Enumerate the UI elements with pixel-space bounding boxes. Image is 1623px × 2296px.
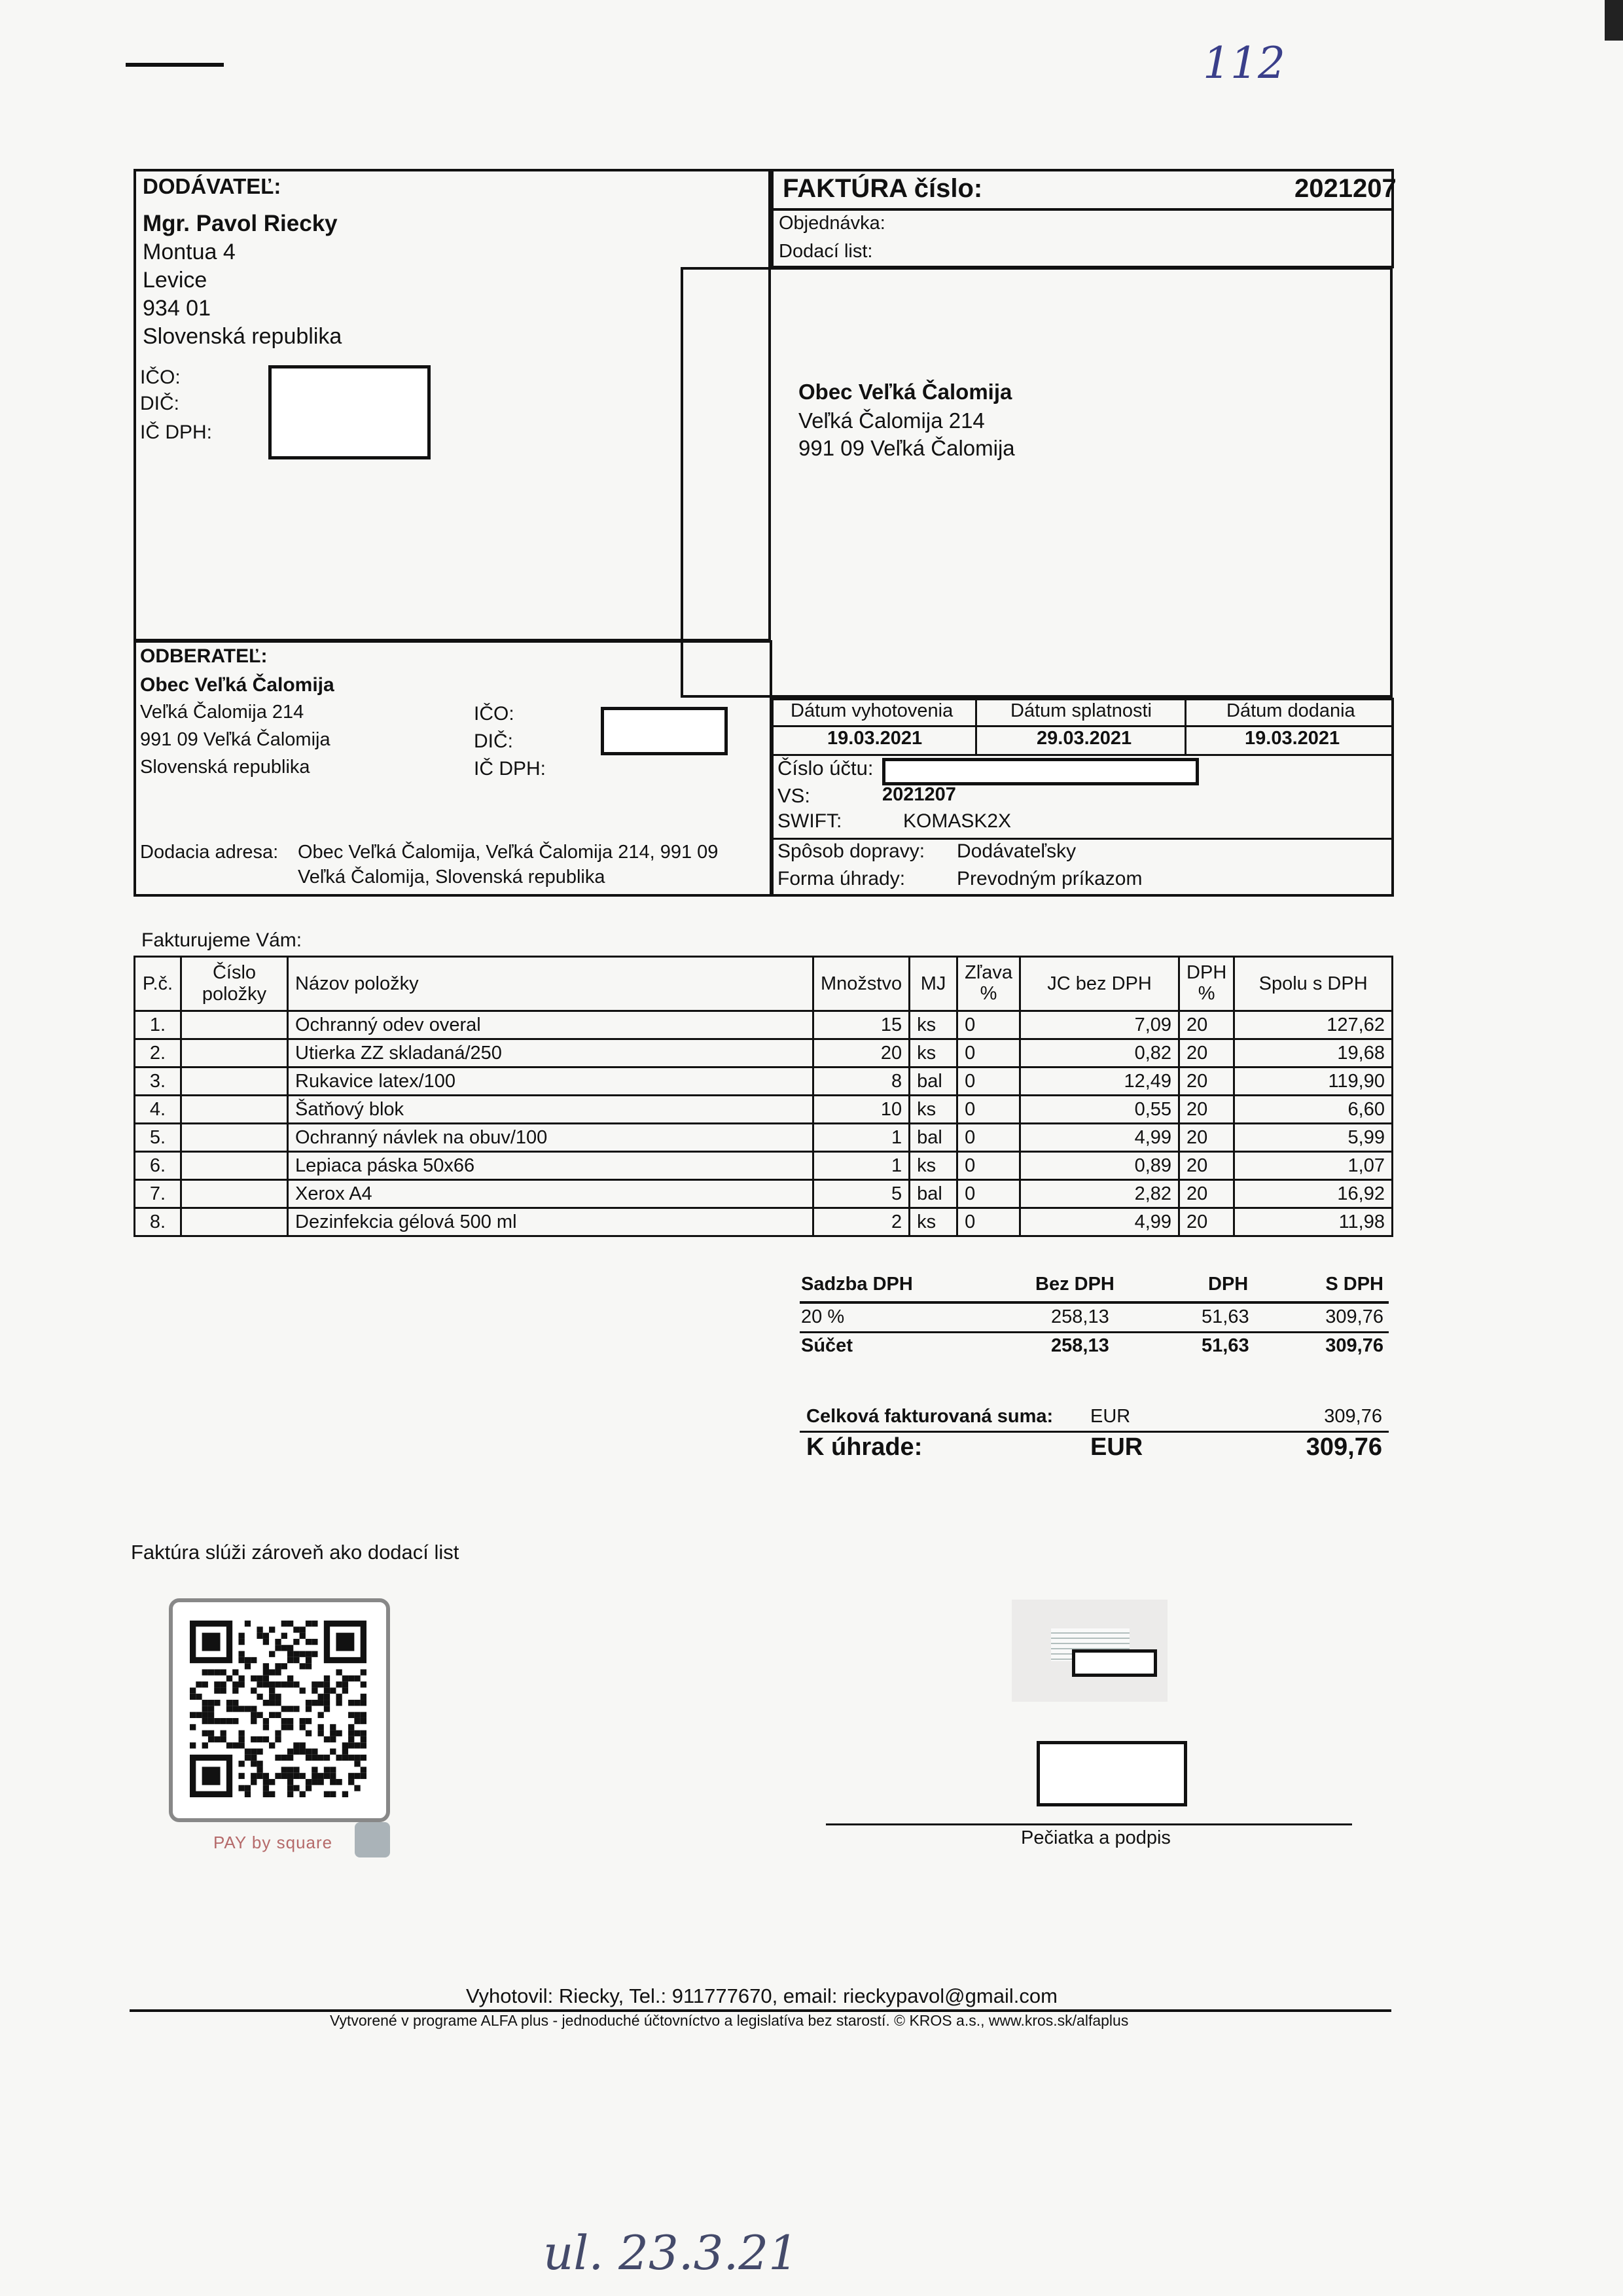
payment-divider [771, 838, 1394, 840]
table-row [135, 1152, 1393, 1180]
vat-sum-total: 309,76 [1325, 1335, 1383, 1356]
item-price: 7,09 [1020, 1011, 1179, 1039]
item-qty: 2 [813, 1208, 910, 1236]
item-unit: ks [910, 1208, 957, 1236]
order-label: Objednávka: [779, 213, 885, 234]
item-discount: 0 [957, 1067, 1020, 1096]
dates-col-divider-2 [1185, 698, 1186, 755]
item-price: 4,99 [1020, 1208, 1179, 1236]
item-price: 0,89 [1020, 1152, 1179, 1180]
signature-redaction [1037, 1741, 1187, 1806]
item-qty: 15 [813, 1011, 910, 1039]
swift-value: KOMASK2X [903, 810, 1012, 832]
stamp-redaction [1072, 1649, 1157, 1677]
invoice-number: 2021207 [1294, 174, 1397, 203]
item-code [181, 1208, 288, 1236]
top-left-mark [126, 63, 224, 67]
item-total: 19,68 [1234, 1039, 1393, 1067]
invoiced-currency: EUR [1090, 1406, 1131, 1427]
payment-method-label: Forma úhrady: [777, 868, 906, 889]
item-name: Dezinfekcia gélová 500 ml [288, 1208, 813, 1236]
item-name: Ochranný odev overal [288, 1011, 813, 1039]
item-vat: 20 [1179, 1067, 1234, 1096]
item-discount: 0 [957, 1152, 1020, 1180]
vat-total: 309,76 [1325, 1306, 1383, 1327]
vat-h-rate: Sadzba DPH [801, 1274, 913, 1295]
item-code [181, 1124, 288, 1152]
totals-rule [800, 1431, 1389, 1433]
item-code [181, 1180, 288, 1208]
supplier-icdph-label: IČ DPH: [140, 422, 213, 443]
paybysquare-label: PAY by square [213, 1833, 333, 1852]
paybysquare-icon [355, 1822, 390, 1857]
page-number-annotation: 112 [1203, 38, 1285, 88]
vs-label: VS: [777, 784, 810, 807]
item-name: Šatňový blok [288, 1096, 813, 1124]
col-vat-pct: % [1198, 983, 1215, 1004]
item-vat: 20 [1179, 1011, 1234, 1039]
item-price: 2,82 [1020, 1180, 1179, 1208]
delivery-address-line2: Veľká Čalomija, Slovenská republika [298, 867, 605, 888]
items-header-row [135, 957, 1393, 1011]
date-delivery-label: Dátum dodania [1226, 700, 1355, 721]
invoice-title: FAKTÚRA číslo: [783, 174, 983, 203]
item-vat: 20 [1179, 1180, 1234, 1208]
col-vat [1179, 957, 1234, 1011]
col-qty: Množstvo [813, 957, 910, 1011]
item-name: Xerox A4 [288, 1180, 813, 1208]
qr-code [190, 1621, 366, 1797]
item-pc: 4. [135, 1096, 181, 1124]
vat-header-rule [800, 1301, 1389, 1304]
date-issued: 19.03.2021 [827, 728, 923, 749]
delivery-address-label: Dodacia adresa: [140, 842, 279, 863]
supplier-country: Slovenská republika [143, 324, 342, 349]
item-total: 5,99 [1234, 1124, 1393, 1152]
table-row [135, 1039, 1393, 1067]
dates-col-divider-1 [975, 698, 977, 755]
col-vat-label: DPH [1186, 962, 1227, 984]
table-row [135, 1067, 1393, 1096]
item-unit: ks [910, 1011, 957, 1039]
page-edge-mark [1605, 0, 1623, 41]
item-name: Utierka ZZ skladaná/250 [288, 1039, 813, 1067]
item-unit: bal [910, 1180, 957, 1208]
footer-issued-by: Vyhotovil: Riecky, Tel.: 911777670, email: rieckypavol@gmail.com [466, 1984, 1058, 2007]
customer-dic-label: DIČ: [474, 730, 513, 752]
col-unit: MJ [910, 957, 957, 1011]
item-total: 11,98 [1234, 1208, 1393, 1236]
item-unit: ks [910, 1096, 957, 1124]
item-discount: 0 [957, 1039, 1020, 1067]
due-label: K úhrade: [806, 1433, 923, 1461]
col-total: Spolu s DPH [1234, 957, 1393, 1011]
customer-ico-label: IČO: [474, 703, 514, 725]
table-row [135, 1011, 1393, 1039]
item-unit: bal [910, 1067, 957, 1096]
vat-sum-vat: 51,63 [1202, 1335, 1249, 1356]
item-qty: 10 [813, 1096, 910, 1124]
col-price: JC bez DPH [1020, 957, 1179, 1011]
items-intro: Fakturujeme Vám: [141, 929, 302, 951]
stamp-label: Pečiatka a podpis [1021, 1827, 1171, 1848]
supplier-city: Levice [143, 268, 207, 293]
recipient-city: 991 09 Veľká Čalomija [798, 436, 1015, 460]
supplier-zip: 934 01 [143, 296, 211, 321]
customer-country: Slovenská republika [140, 757, 310, 778]
totals [800, 1401, 1389, 1466]
item-qty: 5 [813, 1180, 910, 1208]
supplier-street: Montua 4 [143, 240, 236, 264]
item-discount: 0 [957, 1011, 1020, 1039]
recipient-name: Obec Veľká Čalomija [798, 380, 1012, 404]
col-discount [957, 957, 1020, 1011]
table-row [135, 1124, 1393, 1152]
footer-software: Vytvorené v programe ALFA plus - jednoduché účtovníctvo a legislatíva bez starostí. © KROS a.s., www.kros.sk/alfaplus [330, 2012, 1129, 2029]
item-vat: 20 [1179, 1208, 1234, 1236]
vat-h-base: Bez DPH [1035, 1274, 1115, 1295]
swift-label: SWIFT: [777, 810, 842, 832]
customer-name: Obec Veľká Čalomija [140, 674, 334, 696]
item-pc: 2. [135, 1039, 181, 1067]
item-pc: 7. [135, 1180, 181, 1208]
vat-base: 258,13 [1051, 1306, 1109, 1327]
item-total: 16,92 [1234, 1180, 1393, 1208]
item-unit: bal [910, 1124, 957, 1152]
invoiced-amount: 309,76 [1324, 1406, 1382, 1427]
item-discount: 0 [957, 1124, 1020, 1152]
item-price: 4,99 [1020, 1124, 1179, 1152]
item-pc: 1. [135, 1011, 181, 1039]
table-row [135, 1180, 1393, 1208]
vat-h-vat: DPH [1208, 1274, 1249, 1295]
item-total: 119,90 [1234, 1067, 1393, 1096]
transport-label: Spôsob dopravy: [777, 840, 925, 862]
item-total: 127,62 [1234, 1011, 1393, 1039]
delivery-note-label: Dodací list: [779, 241, 873, 262]
customer-street: Veľká Čalomija 214 [140, 702, 304, 723]
delivery-note-text: Faktúra slúži zároveň ako dodací list [131, 1541, 459, 1564]
item-discount: 0 [957, 1180, 1020, 1208]
item-vat: 20 [1179, 1152, 1234, 1180]
vat-vat: 51,63 [1202, 1306, 1249, 1327]
recipient-box [681, 267, 1393, 698]
item-code [181, 1011, 288, 1039]
item-price: 0,55 [1020, 1096, 1179, 1124]
item-name: Ochranný návlek na obuv/100 [288, 1124, 813, 1152]
dates-values-divider [771, 754, 1394, 756]
delivery-address-line1: Obec Veľká Čalomija, Veľká Čalomija 214, 991 09 [298, 842, 719, 863]
item-unit: ks [910, 1152, 957, 1180]
supplier-ids-redaction [268, 365, 431, 459]
supplier-dic-label: DIČ: [140, 393, 179, 414]
col-pc: P.č. [135, 957, 181, 1011]
item-total: 6,60 [1234, 1096, 1393, 1124]
table-row [135, 1208, 1393, 1236]
date-delivery: 19.03.2021 [1245, 728, 1340, 749]
vat-summary [800, 1274, 1389, 1365]
item-total: 1,07 [1234, 1152, 1393, 1180]
supplier-ico-label: IČO: [140, 367, 181, 388]
item-discount: 0 [957, 1096, 1020, 1124]
item-price: 0,82 [1020, 1039, 1179, 1067]
item-price: 12,49 [1020, 1067, 1179, 1096]
item-name: Rukavice latex/100 [288, 1067, 813, 1096]
invoiced-label: Celková fakturovaná suma: [806, 1406, 1054, 1427]
item-discount: 0 [957, 1208, 1020, 1236]
recipient-street: Veľká Čalomija 214 [798, 408, 985, 433]
col-discount-label: Zľava [965, 962, 1013, 984]
item-code [181, 1039, 288, 1067]
vat-sum-rule [800, 1331, 1389, 1333]
date-due-label: Dátum splatnosti [1010, 700, 1152, 721]
item-code [181, 1067, 288, 1096]
item-code [181, 1152, 288, 1180]
item-pc: 5. [135, 1124, 181, 1152]
customer-ids-redaction [601, 707, 728, 755]
item-qty: 1 [813, 1124, 910, 1152]
item-code [181, 1096, 288, 1124]
payment-method-value: Prevodným príkazom [957, 868, 1143, 889]
account-label: Číslo účtu: [777, 757, 874, 780]
vat-rate: 20 % [801, 1306, 845, 1327]
supplier-name: Mgr. Pavol Riecky [143, 211, 338, 236]
customer-icdph-label: IČ DPH: [474, 758, 546, 780]
item-pc: 6. [135, 1152, 181, 1180]
transport-value: Dodávateľsky [957, 840, 1077, 862]
items-body [135, 1011, 1393, 1236]
vat-sum-base: 258,13 [1051, 1335, 1109, 1356]
item-vat: 20 [1179, 1096, 1234, 1124]
vat-h-total: S DPH [1325, 1274, 1383, 1295]
due-currency: EUR [1090, 1433, 1143, 1461]
item-pc: 3. [135, 1067, 181, 1096]
vat-sum-label: Súčet [801, 1335, 853, 1356]
invoice-title-divider [770, 208, 1394, 211]
customer-heading: ODBERATEĽ: [140, 645, 268, 667]
account-redaction [882, 758, 1199, 785]
date-due: 29.03.2021 [1037, 728, 1132, 749]
item-name: Lepiaca páska 50x66 [288, 1152, 813, 1180]
supplier-heading: DODÁVATEĽ: [143, 174, 281, 198]
item-vat: 20 [1179, 1039, 1234, 1067]
col-discount-pct: % [980, 983, 997, 1004]
customer-city: 991 09 Veľká Čalomija [140, 729, 330, 750]
handwritten-date: ul. 23.3.21 [543, 2225, 798, 2280]
col-code: Číslo položky [181, 957, 288, 1011]
item-qty: 8 [813, 1067, 910, 1096]
vs-value: 2021207 [882, 784, 956, 805]
item-qty: 1 [813, 1152, 910, 1180]
table-row [135, 1096, 1393, 1124]
col-name: Názov položky [288, 957, 813, 1011]
items-table [134, 956, 1393, 1237]
dates-row-divider [771, 725, 1394, 727]
item-qty: 20 [813, 1039, 910, 1067]
signature-line [826, 1823, 1352, 1825]
due-amount: 309,76 [1306, 1433, 1382, 1461]
item-pc: 8. [135, 1208, 181, 1236]
date-issued-label: Dátum vyhotovenia [791, 700, 954, 721]
item-unit: ks [910, 1039, 957, 1067]
item-vat: 20 [1179, 1124, 1234, 1152]
